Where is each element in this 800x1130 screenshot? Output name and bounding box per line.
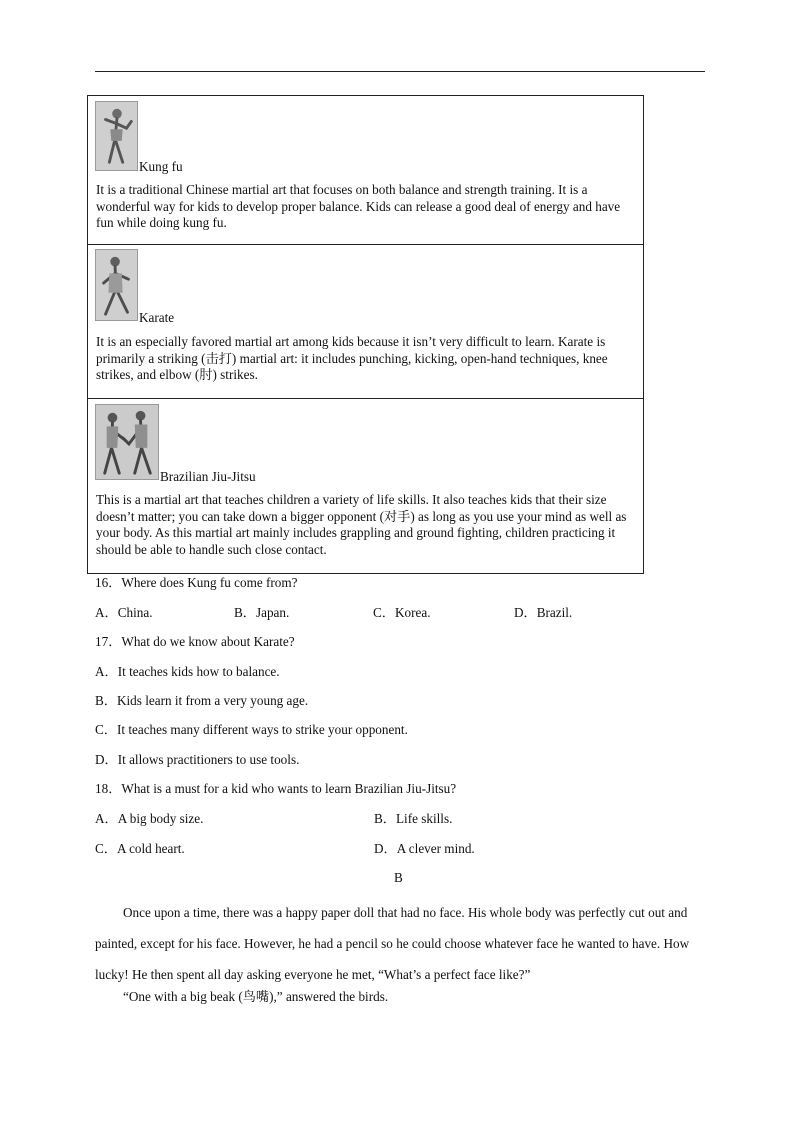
answer-option[interactable]: A．A big body size. <box>95 811 204 826</box>
answer-option[interactable]: A．China. <box>95 605 153 620</box>
answer-option[interactable]: C．It teaches many different ways to strike your opponent. <box>95 722 408 737</box>
answer-option[interactable]: B．Kids learn it from a very young age. <box>95 693 309 708</box>
jiu-jitsu-sparring-picture <box>95 404 159 480</box>
kung-fu-figure-picture <box>95 101 138 171</box>
answer-option[interactable]: C．Korea. <box>373 605 431 620</box>
passage-paragraph: “One with a big beak (鸟嘴),” answered the birds. <box>123 989 389 1004</box>
question-stem: 17．What do we know about Karate? <box>95 634 295 649</box>
art-name: Kung fu <box>139 159 183 174</box>
answer-option[interactable]: A．It teaches kids how to balance. <box>95 664 280 679</box>
answer-option[interactable]: D．Brazil. <box>514 605 573 620</box>
header-rule <box>95 71 705 72</box>
question-stem: 18．What is a must for a kid who wants to learn Brazilian Jiu-Jitsu? <box>95 781 457 796</box>
art-description: It is a traditional Chinese martial art that focuses on both balance and strength training. It is a wonderful way for kids to develop proper balance. Kids can release a good deal of energy and have fun while doing kung fu. <box>96 182 621 231</box>
answer-option[interactable]: B．Life skills. <box>374 811 453 826</box>
section-heading: B <box>394 870 403 885</box>
martial-art-row <box>88 245 643 399</box>
answer-option[interactable]: D．It allows practitioners to use tools. <box>95 752 300 767</box>
art-name: Karate <box>139 310 175 325</box>
answer-option[interactable]: C．A cold heart. <box>95 841 185 856</box>
martial-arts-table <box>87 95 644 574</box>
answer-option[interactable]: B．Japan. <box>234 605 290 620</box>
passage-paragraph: Once upon a time, there was a happy paper doll that had no face. His whole body was perfectly cut out and painted, except for his face. However, he had a pencil so he could choose whatever face he wanted to have. How lucky! He then spent all day asking everyone he met, “What’s a perfect face like?” <box>95 905 690 982</box>
art-name: Brazilian Jiu-Jitsu <box>160 469 256 484</box>
answer-option[interactable]: D．A clever mind. <box>374 841 475 856</box>
art-description: This is a martial art that teaches children a variety of life skills. It also teaches kids that their size doesn’t matter; you can take down a bigger opponent (对手) as long as you use your mind as well as your body. As this martial art mainly includes grappling and ground fighting, children practicing it should be able to handle such close contact. <box>96 492 627 557</box>
art-description: It is an especially favored martial art among kids because it isn’t very difficult to learn. Karate is primarily a striking (击打) martial art: it includes punching, kicking, open-hand techniques, knee strikes, and elbow (肘) strikes. <box>96 334 608 383</box>
martial-art-row <box>88 399 643 573</box>
karate-figure-picture <box>95 249 138 321</box>
question-stem: 16．Where does Kung fu come from? <box>95 575 298 590</box>
martial-art-row <box>88 96 643 245</box>
